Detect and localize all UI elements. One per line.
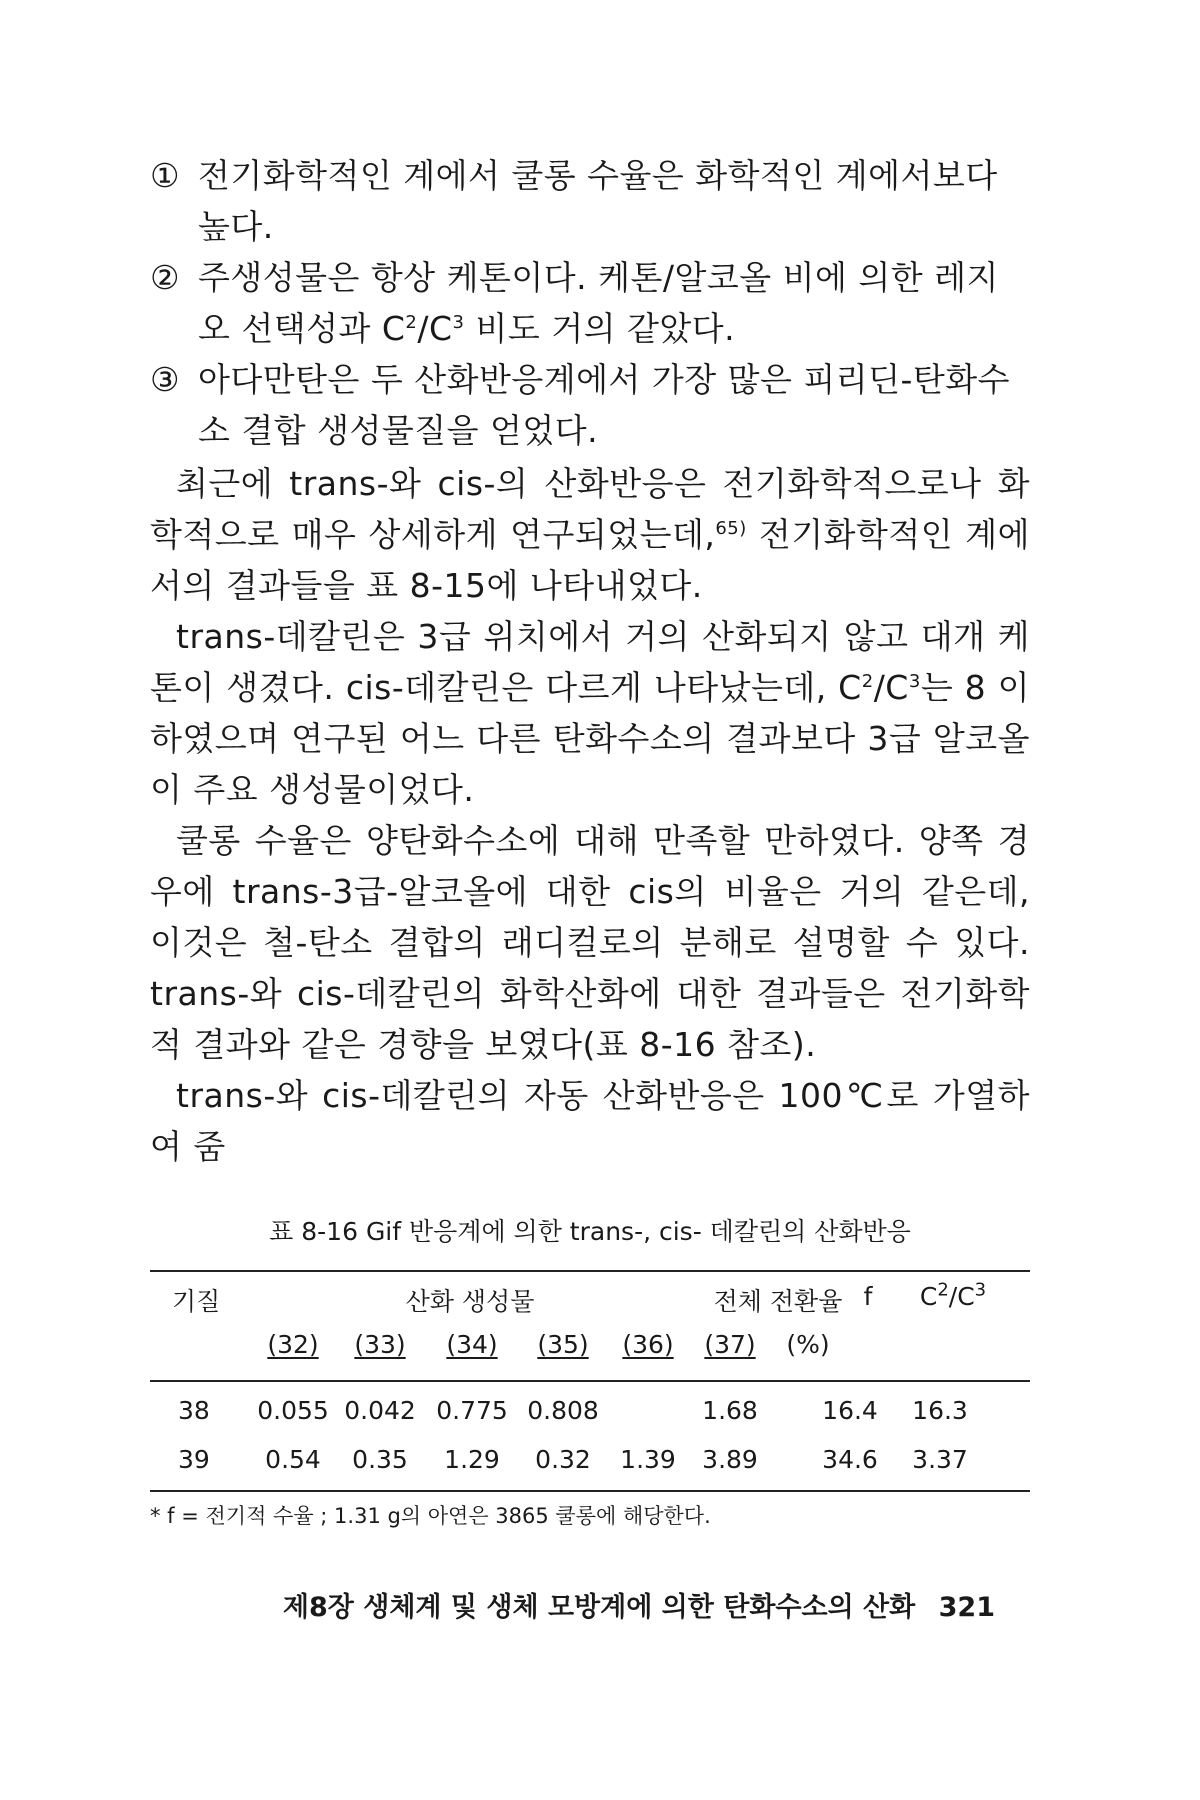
list-marker: ② (150, 258, 181, 297)
paragraph-text: 최근에 trans-와 cis-의 산화반응은 전기화학적으로나 화학적으로 매우 상세하게 연구되었는데, (150, 464, 1030, 554)
paragraph (150, 611, 1030, 815)
list-item (150, 354, 1030, 456)
superscript: 3 (908, 671, 921, 692)
table-caption: 표 8-16 Gif 반응계에 의한 trans-, cis- 데칼린의 산화반응 (269, 1217, 911, 1246)
table-cell: 38 (178, 1396, 210, 1425)
superscript: 2 (861, 671, 874, 692)
subheader-37: (37) (704, 1330, 756, 1359)
page-number: 321 (938, 1592, 995, 1623)
paragraph: trans-와 cis-데칼린의 자동 산화반응은 100℃로 가열하여 줌 (150, 1076, 1030, 1166)
header-ratio: $C^2/C^3$ (919, 1279, 987, 1311)
list-item-text: 아다만탄은 두 산화반응계에서 가장 많은 피리딘-탄화수소 결합 생성물질을 얻었다. (198, 360, 1011, 450)
list-item-text: 주생성물은 항상 케톤이다. 케톤/알코올 비에 의한 레지오 선택성과 C (198, 258, 999, 348)
superscript: 2 (405, 312, 418, 333)
table-cell: 1.68 (702, 1396, 758, 1425)
table-cell: 1.29 (444, 1445, 500, 1474)
table-cell: 0.042 (344, 1396, 416, 1425)
paragraph-text: trans-데칼린은 3급 위치에서 거의 산화되지 않고 대개 케톤이 생겼다. cis-데칼린은 다르게 나타났는데, C (150, 617, 1030, 707)
table-cell: 39 (178, 1445, 210, 1474)
chapter-title: 제8장 생체계 및 생체 모방계에 의한 탄화수소의 산화 (282, 1592, 916, 1623)
list-item-text: 비도 거의 같았다. (464, 309, 736, 348)
list-item-text: 전기화학적인 계에서 쿨롱 수율은 화학적인 계에서보다 높다. (198, 156, 998, 246)
table-cell: 0.54 (265, 1445, 321, 1474)
paragraph (150, 458, 1030, 611)
table-header-rule (150, 1380, 1030, 1382)
list-item-text: /C (417, 309, 453, 348)
table-cell: 0.055 (257, 1396, 329, 1425)
header-f: f (863, 1282, 873, 1311)
list-marker: ③ (150, 360, 181, 399)
table-cell: 1.39 (620, 1445, 676, 1474)
list-item (150, 150, 1030, 252)
table-top-rule (150, 1270, 1030, 1272)
subheader-36: (36) (622, 1330, 674, 1359)
table-cell: 0.775 (436, 1396, 508, 1425)
table-cell: 16.3 (912, 1396, 968, 1425)
table-cell: 0.808 (527, 1396, 599, 1425)
subheader-32: (32) (267, 1330, 319, 1359)
superscript: 3 (452, 312, 465, 333)
paragraph-text: /C (873, 668, 909, 707)
table-cell: 34.6 (822, 1445, 878, 1474)
numbered-list (150, 150, 1030, 456)
running-footer (283, 1585, 995, 1624)
list-item (150, 252, 1030, 354)
subheader-33: (33) (354, 1330, 406, 1359)
table-cell: 0.35 (352, 1445, 408, 1474)
subheader-percent: (%) (786, 1330, 830, 1359)
header-substrate: 기질 (172, 1287, 221, 1316)
table-cell: 3.89 (702, 1445, 758, 1474)
subheader-35: (35) (537, 1330, 589, 1359)
table-footnote: * f = 전기적 수율 ; 1.31 g의 아연은 3865 쿨롱에 해당한다. (150, 1504, 711, 1528)
table-bottom-rule (150, 1490, 1030, 1492)
body-text (150, 458, 1030, 1172)
header-products: 산화 생성물 (405, 1287, 535, 1316)
reference-mark: 65) (715, 518, 747, 539)
subheader-34: (34) (446, 1330, 498, 1359)
table-cell: 16.4 (822, 1396, 878, 1425)
table-cell: 0.32 (535, 1445, 591, 1474)
header-conversion: 전체 전환율 (713, 1287, 843, 1316)
table-cell: 3.37 (912, 1445, 968, 1474)
list-marker: ① (150, 156, 181, 195)
paragraph: 쿨롱 수율은 양탄화수소에 대해 만족할 만하였다. 양쪽 경우에 trans-3급-알코올에 대한 cis의 비율은 거의 같은데, 이것은 철-탄소 결합의 래디컬로의 분해로 설명할 수 있다. trans-와 cis-데칼린의 화학산화에 대한 결과들은 전기화학적 결과와 같은 경향을 보였다(표 8-16 참조). (150, 821, 1030, 1064)
paragraph-text: 는 8 이하였으며 연구된 어느 다른 탄화수소의 결과보다 3급 알코올이 주요 생성물이었다. (150, 668, 1031, 809)
paragraph-text: 전기화학적인 계에서의 결과들을 표 8-15에 나타내었다. (150, 515, 1030, 605)
